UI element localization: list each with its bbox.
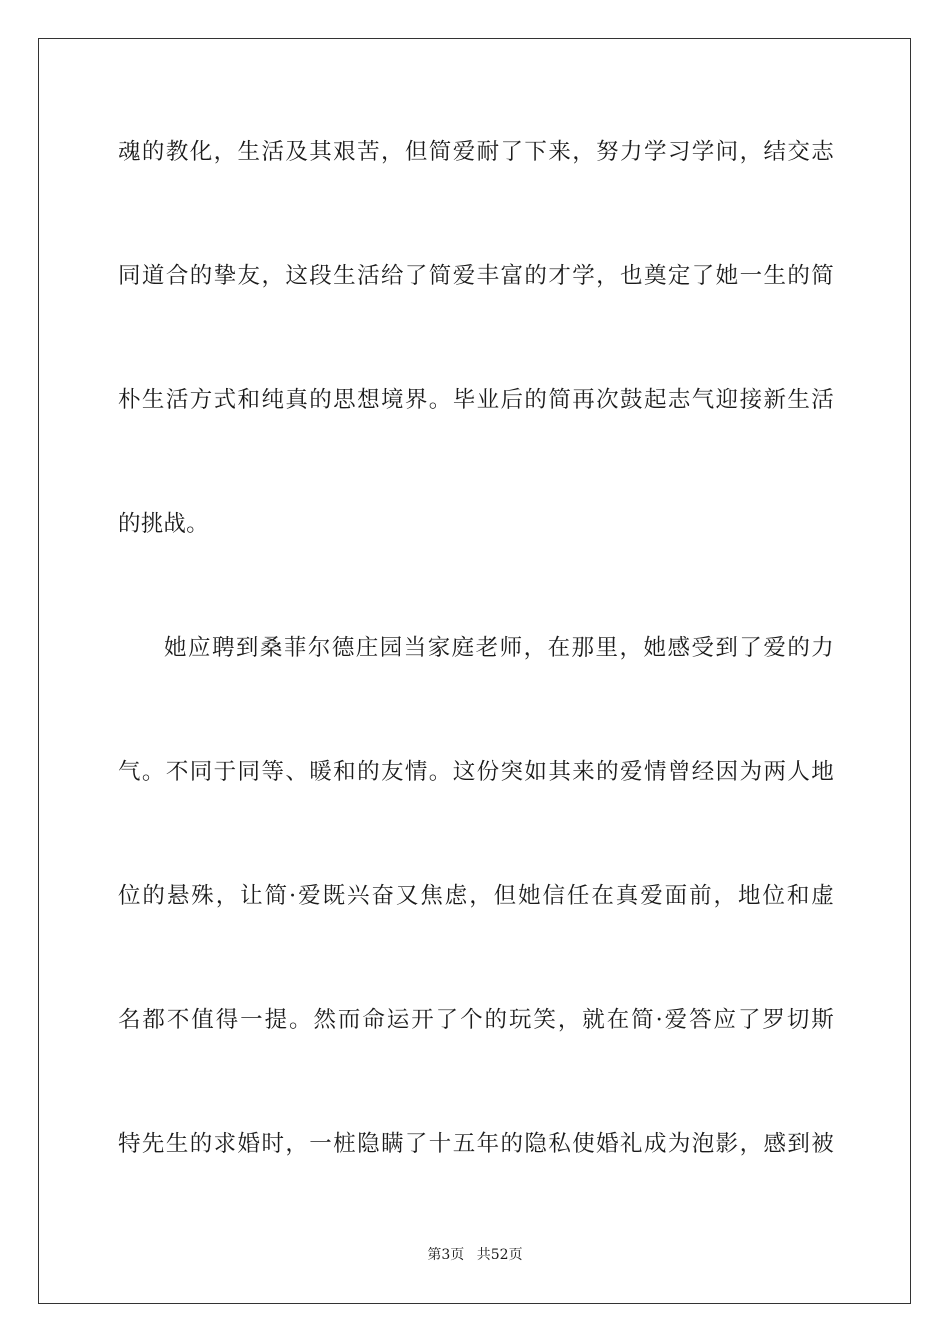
text-line-1: 魂的教化，生活及其艰苦，但简爱耐了下来，努力学习学问，结交志 bbox=[118, 139, 834, 165]
text-line-7: 位的悬殊，让简·爱既兴奋又焦虑，但她信任在真爱面前，地位和虚 bbox=[118, 883, 834, 909]
text-line-8: 名都不值得一提。然而命运开了个的玩笑，就在简·爱答应了罗切斯 bbox=[118, 1007, 834, 1033]
page-total: 共52页 bbox=[476, 1247, 523, 1263]
text-line-9: 特先生的求婚时，一桩隐瞒了十五年的隐私使婚礼成为泡影，感到被 bbox=[118, 1131, 834, 1157]
text-line-5: 她应聘到桑菲尔德庄园当家庭老师，在那里，她感受到了爱的力 bbox=[164, 635, 834, 661]
page-border bbox=[38, 38, 911, 1304]
text-line-3: 朴生活方式和纯真的思想境界。毕业后的简再次鼓起志气迎接新生活 bbox=[118, 387, 834, 413]
page-footer bbox=[0, 1245, 950, 1265]
page-number: 第3页 bbox=[427, 1247, 465, 1263]
text-line-6: 气。不同于同等、暖和的友情。这份突如其来的爱情曾经因为两人地 bbox=[118, 759, 834, 785]
text-line-4: 的挑战。 bbox=[118, 511, 209, 537]
text-line-2: 同道合的挚友，这段生活给了简爱丰富的才学，也奠定了她一生的简 bbox=[118, 263, 834, 289]
